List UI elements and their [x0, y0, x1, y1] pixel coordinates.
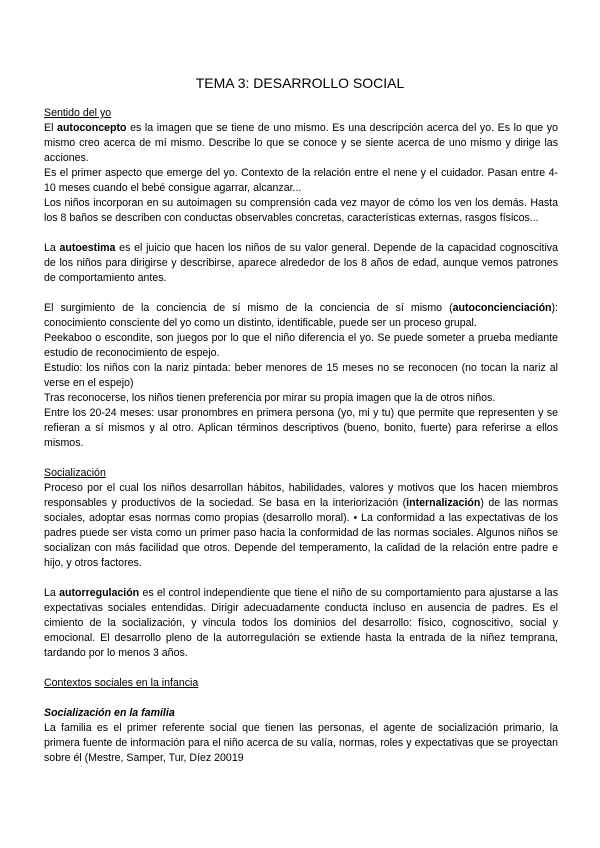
- section-heading-contextos-sociales: Contextos sociales en la infancia: [44, 677, 199, 689]
- paragraph-autoestima: La autoestima es el juicio que hacen los niños de su valor general. Depende de la capacidad cognoscitiva de los niños para dirigirse y describirse, aparece alrededor de los 8 años de edad, aunque vemos patrones de comportamiento antes.: [44, 242, 558, 284]
- paragraph-autoconcienciacion: El surgimiento de la conciencia de sí mismo de la conciencia de sí mismo (autoconcienciación): conocimiento consciente del yo como un distinto, identificable, puede ser un proceso grupal.: [44, 302, 558, 329]
- subheading-socializacion-familia: Socialización en la familia: [44, 707, 175, 719]
- paragraph-autoimagen: Los niños incorporan en su autoimagen su comprensión cada vez mayor de cómo los ven los demás. Hasta los 8 baños se describen con conductas observables concretas, características externas, rasgos físicos...: [44, 197, 558, 224]
- paragraph-tras-reconocerse: Tras reconocerse, los niños tienen preferencia por mirar su propia imagen que la de otros niños.: [44, 392, 496, 404]
- paragraph-pronombres: Entre los 20-24 meses: usar pronombres en primera persona (yo, mi y tu) que permite que representen y se refieran a sí mismos y al otro. Aplican términos descriptivos (bueno, bonito, fuerte) para referirse a ellos mismos.: [44, 407, 558, 449]
- section-heading-sentido-del-yo: Sentido del yo: [44, 107, 112, 119]
- paragraph-peekaboo: Peekaboo o escondite, son juegos por lo que el niño diferencia el yo. Se puede someter a prueba mediante estudio de reconocimiento de espejo.: [44, 332, 558, 359]
- section-heading-socializacion: Socialización: [44, 467, 106, 479]
- term-internalizacion: internalización: [406, 497, 481, 509]
- paragraph-primer-aspecto: Es el primer aspecto que emerge del yo. Contexto de la relación entre el nene y el cuidador. Pasan entre 4-10 meses cuando el bebé consigue agarrar, alcanzar...: [44, 167, 558, 194]
- term-autorregulacion: autorregulación: [59, 587, 140, 599]
- term-autoconcepto: autoconcepto: [57, 122, 127, 134]
- paragraph-autoconcepto: El autoconcepto es la imagen que se tiene de uno mismo. Es una descripción acerca del yo. Es lo que yo mismo creo acerca de mí mismo. Describe lo que se conoce y se siente acerca de uno mismo y dirige las acciones.: [44, 122, 558, 164]
- paragraph-socializacion: Proceso por el cual los niños desarrollan hábitos, habilidades, valores y motivos que los hacen miembros responsables y productivos de la sociedad. Se basa en la interiorización (internalización) de las normas sociales, adoptar esas normas como propias (desarrollo moral). • La conformidad a las expectativas de los padres puede ser vista como un primer paso hacia la conformidad de las normas sociales. Algunos niños se socializan con más facilidad que otros. Depende del temperamento, la calidad de la relación entre padre e hijo, y otros factores.: [44, 482, 558, 569]
- paragraph-autorregulacion: La autorregulación es el control independiente que tiene el niño de su comportamiento para ajustarse a las expectativas sociales entendidas. Dirigir adecuadamente conducta incluso en ausencia de padres. Es el cimiento de la socialización, y vincula todos los dominios del desarrollo: físico, cognoscitivo, social y emocional. El desarrollo pleno de la autorregulación se extiende hasta la entrada de la niñez temprana, tardando por lo menos 3 años.: [44, 587, 558, 659]
- term-autoestima: autoestima: [59, 242, 116, 254]
- paragraph-familia: La familia es el primer referente social que tienen las personas, el agente de socialización primario, la primera fuente de información para el niño acerca de su valía, normas, roles y expectativas que se proyectan sobre él (Mestre, Samper, Tur, Díez 20019: [44, 722, 558, 764]
- term-autoconcienciacion: autoconcienciación: [452, 302, 552, 314]
- page-title: TEMA 3: DESARROLLO SOCIAL: [195, 75, 405, 91]
- paragraph-estudio: Estudio: los niños con la nariz pintada: beber menores de 15 meses no se reconocen (no tocan la nariz al verse en el espejo): [44, 362, 558, 389]
- document-body: [44, 106, 558, 766]
